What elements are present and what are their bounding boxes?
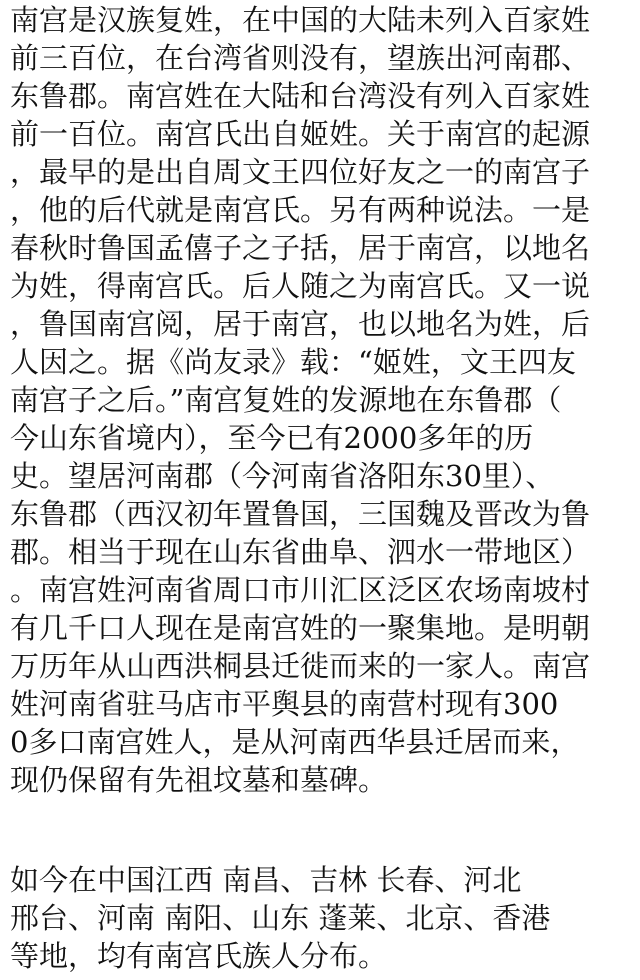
text-line: 南宫子之后。”南宫复姓的发源地在东鲁郡（	[10, 383, 562, 417]
text-line: ，鲁国南宫阅，居于南宫，也以地名为姓，后	[10, 307, 591, 341]
text-line: 等地，均有南宫氏族人分布。	[10, 939, 388, 973]
text-line: ，最早的是出自周文王四位好友之一的南宫子	[10, 155, 591, 189]
text-line: 万历年从山西洪桐县迁徙而来的一家人。南宫	[10, 649, 591, 683]
text-line: 现仍保留有先祖坟墓和墓碑。	[10, 763, 388, 797]
text-line: 前一百位。南宫氏出自姬姓。关于南宫的起源	[10, 117, 591, 151]
text-line: 东鲁郡。南宫姓在大陆和台湾没有列入百家姓	[10, 79, 591, 113]
text-line: 史。望居河南郡（今河南省洛阳东30里）、	[10, 459, 555, 493]
text-line: 人因之。据《尚友录》载：“姬姓，文王四友	[10, 345, 576, 379]
text-line: 前三百位，在台湾省则没有，望族出河南郡、	[10, 41, 591, 75]
text-line: 姓河南省驻马店市平舆县的南营村现有300	[10, 687, 559, 721]
text-line: ，他的后代就是南宫氏。另有两种说法。一是	[10, 193, 591, 227]
text-line: 如今在中国江西 南昌、吉林 长春、河北	[10, 863, 522, 897]
text-line: 郡。相当于现在山东省曲阜、泗水一带地区）	[10, 535, 591, 569]
text-line: 。南宫姓河南省周口市川汇区泛区农场南坡村	[10, 573, 591, 607]
text-line: 邢台、河南 南阳、山东 蓬莱、北京、香港	[10, 901, 551, 935]
text-line: 春秋时鲁国孟僖子之子括，居于南宫，以地名	[10, 231, 591, 265]
text-line: 东鲁郡（西汉初年置鲁国，三国魏及晋改为鲁	[10, 497, 591, 531]
text-line: 有几千口人现在是南宫姓的一聚集地。是明朝	[10, 611, 591, 645]
text-line: 0多口南宫姓人，是从河南西华县迁居而来，	[10, 725, 580, 759]
text-line: 今山东省境内），至今已有2000多年的历	[10, 421, 534, 455]
text-line: 南宫是汉族复姓，在中国的大陆未列入百家姓	[10, 3, 591, 37]
text-line: 为姓，得南宫氏。后人随之为南宫氏。又一说	[10, 269, 591, 303]
